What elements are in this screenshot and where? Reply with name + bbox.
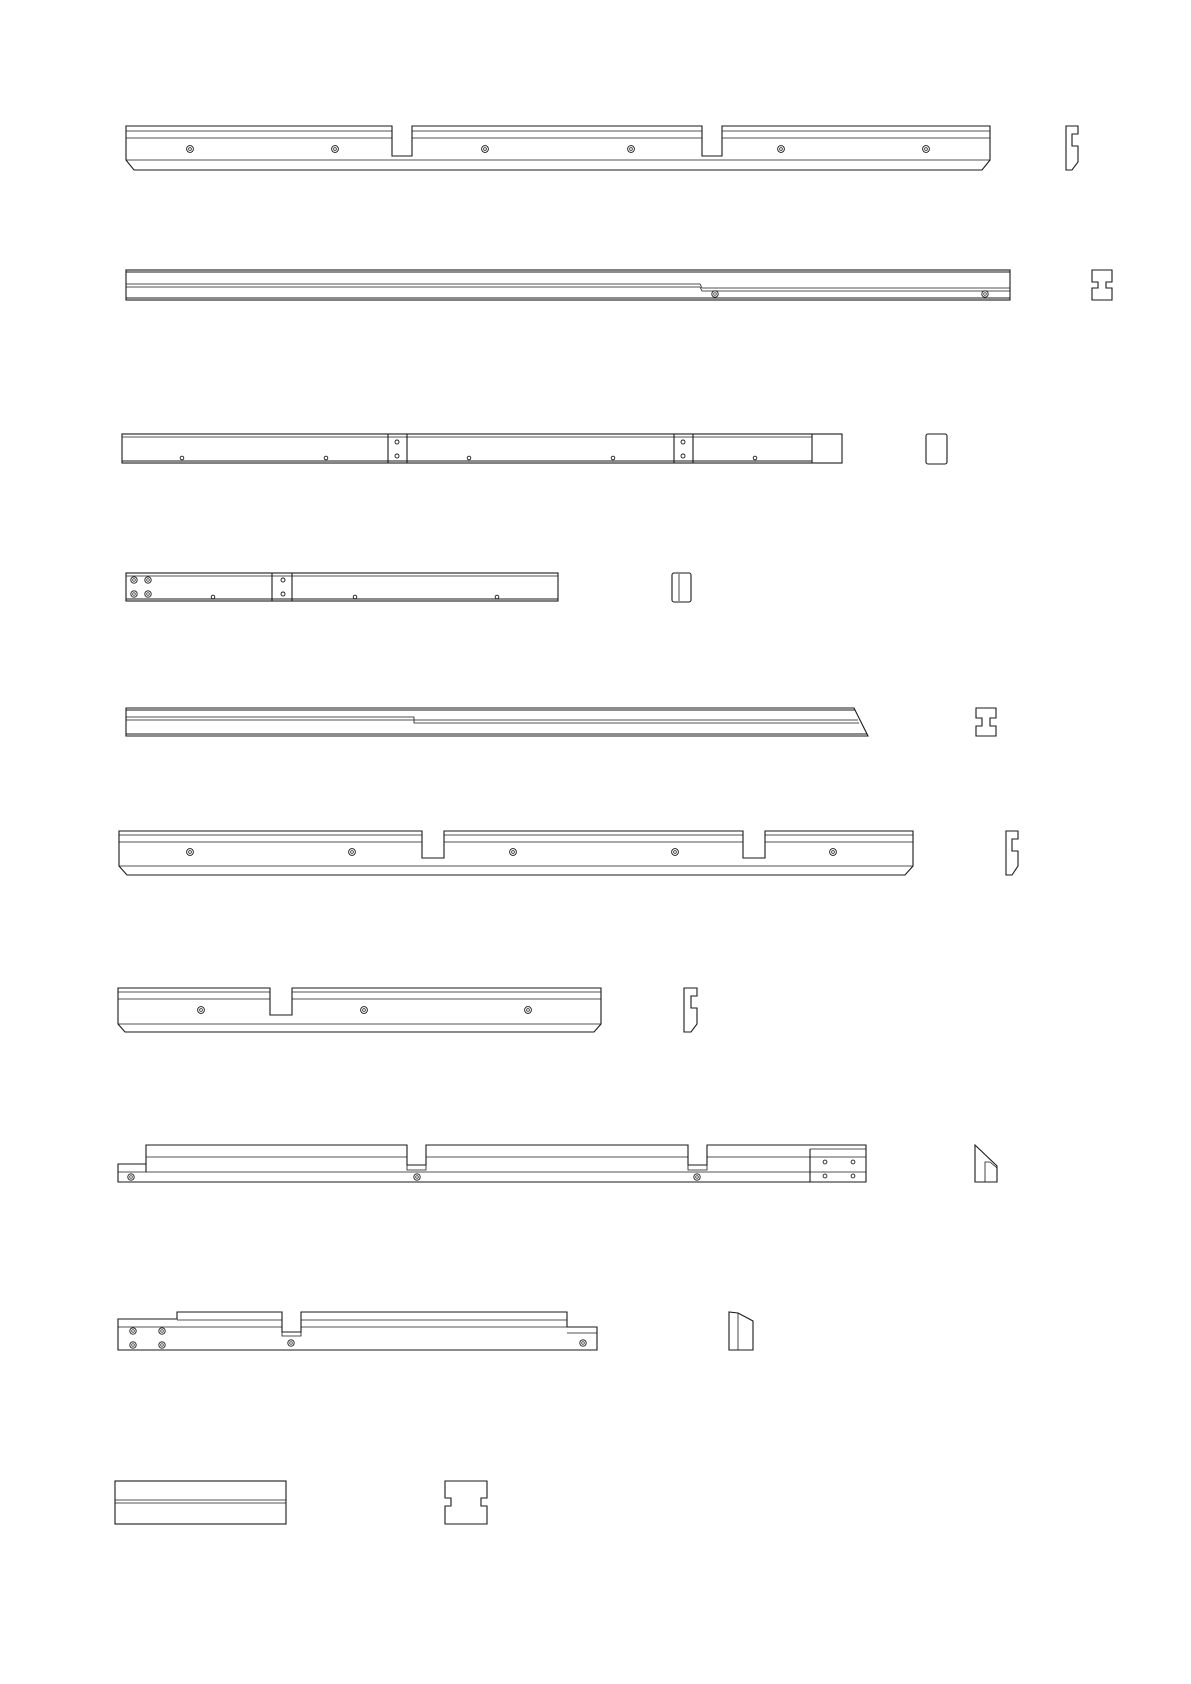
- hole: [128, 1174, 134, 1180]
- part-9-side-view: [118, 1312, 597, 1350]
- part-4-side-view: [126, 573, 558, 601]
- hole: [694, 1174, 700, 1180]
- part-2-end-view: [1092, 270, 1112, 300]
- part-3-side-view: [122, 434, 842, 463]
- part-5: [126, 708, 996, 736]
- hole: [628, 146, 635, 153]
- hole: [482, 146, 489, 153]
- hole: [187, 849, 194, 856]
- part-8: [118, 1145, 997, 1182]
- hole: [288, 1340, 294, 1346]
- part-10-end-view: [445, 1481, 487, 1524]
- hole: [130, 1328, 136, 1334]
- hole: [198, 1007, 205, 1014]
- hole: [414, 1174, 420, 1180]
- hole: [145, 591, 151, 597]
- hole: [349, 849, 356, 856]
- part-9-end-view: [729, 1312, 753, 1350]
- hole: [923, 146, 930, 153]
- part-8-end-view: [975, 1145, 997, 1182]
- part-4-end-view: [672, 573, 691, 602]
- hole: [525, 1007, 532, 1014]
- part-6: [119, 831, 1018, 875]
- part-7-end-view: [684, 988, 697, 1032]
- part-1-side-view: [126, 126, 990, 170]
- hole: [145, 577, 151, 583]
- hole: [672, 849, 679, 856]
- part-9: [118, 1312, 753, 1350]
- hole: [982, 291, 988, 297]
- part-3: [122, 434, 947, 464]
- part-1-end-view: [1066, 126, 1078, 170]
- hole: [131, 591, 137, 597]
- part-10: [115, 1481, 487, 1524]
- part-10-side-view: [115, 1481, 286, 1524]
- hole: [712, 291, 718, 297]
- hole: [332, 146, 339, 153]
- part-5-side-view: [126, 708, 868, 736]
- part-5-end-view: [976, 708, 996, 736]
- hole: [778, 146, 785, 153]
- part-6-side-view: [119, 831, 913, 875]
- hole: [830, 849, 837, 856]
- part-7-side-view: [118, 988, 601, 1032]
- part-3-end-view: [926, 434, 947, 464]
- hole: [510, 849, 517, 856]
- hole: [187, 146, 194, 153]
- part-1: [126, 126, 1078, 170]
- hole: [130, 1342, 136, 1348]
- part-2-side-view: [126, 270, 1010, 300]
- part-2: [126, 270, 1112, 300]
- part-8-side-view: [118, 1145, 866, 1182]
- hole: [159, 1328, 165, 1334]
- hole: [131, 577, 137, 583]
- hole: [580, 1340, 586, 1346]
- part-4: [126, 573, 691, 602]
- hole: [159, 1342, 165, 1348]
- hole: [361, 1007, 368, 1014]
- part-6-end-view: [1006, 831, 1018, 875]
- part-7: [118, 988, 697, 1032]
